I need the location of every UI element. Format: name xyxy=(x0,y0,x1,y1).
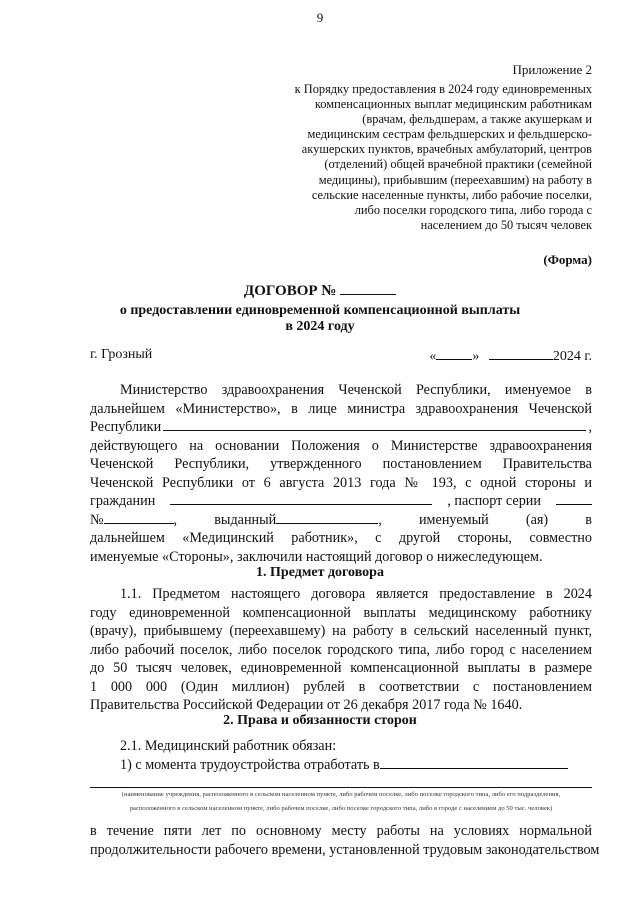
date-open-quote: « xyxy=(429,349,437,364)
citizen-name-blank xyxy=(170,492,432,505)
contract-subtitle-year: в 2024 году xyxy=(285,319,355,334)
preamble-line: дальнейшем «Министерство», в лице министра здравоохранения Чеченской xyxy=(90,400,592,417)
preamble-line: Чеченской Республики, утвержденного постановлением Правительства xyxy=(90,456,592,472)
contract-subtitle: о предоставлении единовременной компенсационной выплаты xyxy=(119,303,521,318)
section-1-paragraph xyxy=(90,585,592,715)
section-2-continuation xyxy=(90,822,600,859)
preamble-line xyxy=(90,492,592,511)
appendix-line: населением до 50 тысяч человек xyxy=(420,217,592,232)
paragraph-line: году единовременной компенсационной выплаты медицинскому работнику xyxy=(90,604,592,621)
institution-underline xyxy=(90,787,592,788)
section-2-obligation xyxy=(120,756,592,775)
preamble-text: (ая) xyxy=(525,511,549,528)
preamble-text: выданный xyxy=(214,511,277,528)
preamble-text: Республики xyxy=(90,419,162,435)
paragraph-line: (врачу), прибывшему (переехавшему) на работу в сельский населенный пункт, xyxy=(90,623,592,639)
preamble-line: действующего на основании Положения о Министерстве здравоохранения xyxy=(90,437,592,454)
appendix-line: к Порядку предоставления в 2024 году единовременных xyxy=(294,82,592,96)
appendix-reference xyxy=(268,82,592,233)
contract-city: г. Грозный xyxy=(90,347,153,362)
appendix-line: медицинским сестрам фельдшерских и фельдшерско- xyxy=(307,127,592,142)
footnote-line: (наименование учреждения, расположенного в сельском населенном пункте, либо рабочем поселке, либо поселке городского типа, либо его подразделения, xyxy=(121,791,561,798)
preamble-line: Чеченской Республики от 6 августа 2013 года № 193, с одной стороны и xyxy=(90,474,592,491)
date-close-quote: » xyxy=(472,349,480,364)
date-day-blank xyxy=(436,347,472,360)
preamble-line xyxy=(90,418,592,437)
paragraph-line: до 50 тысяч человек, единовременной компенсационной выплаты в размере xyxy=(90,660,592,676)
passport-issuer-blank xyxy=(276,511,378,524)
section-2-heading: 2. Права и обязанности сторон xyxy=(223,713,417,728)
minister-name-blank xyxy=(163,418,586,431)
appendix-line: акушерских пунктов, врачебных амбулаторий, центров xyxy=(301,142,592,157)
preamble-text: № xyxy=(90,511,104,528)
appendix-line: медицины), прибывшим (переехавшим) на работу в xyxy=(318,172,592,187)
preamble-line: именуемые «Стороны», заключили настоящий договор о нижеследующем. xyxy=(90,548,543,565)
preamble-text: , xyxy=(173,511,178,528)
paragraph-line: продолжительности рабочего времени, установленной трудовым законодательством xyxy=(90,841,600,858)
appendix-line: (врачам, фельдшерам, а также акушеркам и xyxy=(362,112,592,127)
appendix-title: Приложение 2 xyxy=(512,62,592,77)
date-month-blank xyxy=(489,347,553,360)
contract-title xyxy=(0,282,640,300)
date-year: 2024 г. xyxy=(552,349,592,364)
preamble-text: гражданин xyxy=(90,493,156,509)
contract-title-text: ДОГОВОР № xyxy=(243,283,337,299)
institution-blank xyxy=(380,756,568,769)
contract-date xyxy=(429,347,592,365)
footnote-line: расположенного в сельском населенном пункте, либо рабочем поселке, либо поселке городского типа, либо в городе с населением до 50 тыс. человек) xyxy=(129,805,553,812)
paragraph-line: в течение пяти лет по основному месту работы на условиях нормальной xyxy=(90,823,592,839)
passport-series-blank xyxy=(556,492,592,505)
obligation-text: 1) с момента трудоустройства отработать в xyxy=(120,757,380,773)
preamble-text: , xyxy=(588,419,592,435)
preamble-line xyxy=(90,511,592,530)
section-2-item: 2.1. Медицинский работник обязан: xyxy=(120,738,337,754)
appendix-line: либо поселки городского типа, либо города с xyxy=(354,202,592,217)
page-number: 9 xyxy=(316,10,324,25)
passport-number-blank xyxy=(104,511,174,524)
preamble-text: , паспорт серии xyxy=(447,493,541,509)
form-label: (Форма) xyxy=(543,252,592,267)
appendix-line: (отделений) общей врачебной практики (семейной xyxy=(324,157,592,172)
paragraph-line: либо рабочий поселок, либо поселок городского типа, либо город с населением xyxy=(90,641,592,658)
section-1-heading: 1. Предмет договора xyxy=(256,565,384,580)
appendix-line: компенсационных выплат медицинским работникам xyxy=(314,97,592,112)
appendix-line: сельские населенные пункты, либо рабочие поселки, xyxy=(311,187,592,202)
preamble-text: , xyxy=(378,511,382,528)
contract-number-blank xyxy=(340,282,396,295)
paragraph-line: 1.1. Предметом настоящего договора является предоставление в 2024 xyxy=(120,586,592,602)
paragraph-line: 1 000 000 (Один миллион) рублей в соответствии с постановлением xyxy=(90,678,592,695)
preamble-text: именуемый xyxy=(418,511,489,528)
preamble-line: Министерство здравоохранения Чеченской Республики, именуемое в xyxy=(120,382,592,398)
preamble-line: дальнейшем «Медицинский работник», с другой стороны, совместно xyxy=(90,530,592,546)
paragraph-line: Правительства Российской Федерации от 26 декабря 2017 года № 1640. xyxy=(90,697,523,713)
preamble xyxy=(90,381,592,566)
preamble-text: в xyxy=(585,511,592,528)
